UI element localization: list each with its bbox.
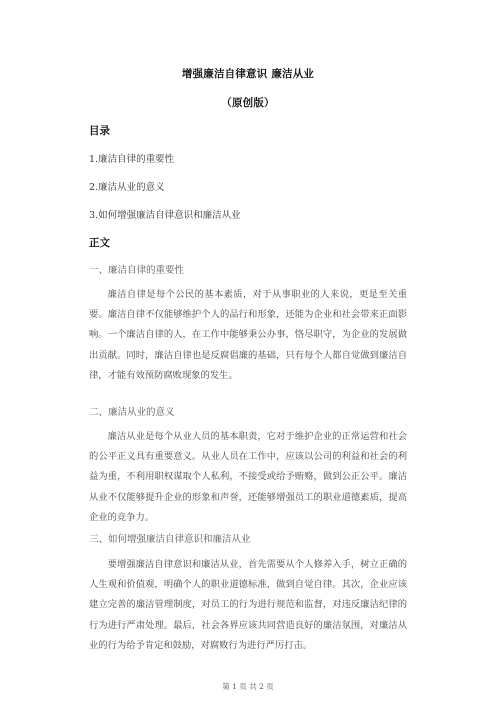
page-footer: 第 1 页 共 2 页 bbox=[222, 682, 274, 691]
section-heading: 二、廉洁从业的意义 bbox=[89, 407, 175, 418]
toc-item: 2.廉洁从业的意义 bbox=[89, 182, 165, 193]
section-paragraph: 要增强廉洁自律意识和廉洁从业，首先需要从个人修养入手，树立正确的人生观和价值观，明确个人的职业道德标准，做到自觉自律。其次，企业应该建立完善的廉洁管理制度，对员工的行为进行规范和监督，对违反廉洁纪律的行为进行严肃处理。最后，社会各界应该共同营造良好的廉洁氛围，对廉洁从业的行为给予肯定和鼓励，对腐败行为进行严厉打击。 bbox=[89, 559, 407, 651]
document-title: 增强廉洁自律意识 廉洁从业 bbox=[181, 68, 315, 80]
body-heading: 正文 bbox=[89, 237, 110, 249]
section-paragraph: 廉洁从业是每个从业人员的基本职责，它对于维护企业的正常运营和社会的公平正义具有重要意义。从业人员在工作中，应该以公司的利益和社会的利益为重，不利用职权谋取个人私利，不接受或给予贿赂，做到公正公平。廉洁从业不仅能够提升企业的形象和声誉，还能够增强员工的职业道德素质，提高企业的竞争力。 bbox=[89, 431, 407, 523]
section-heading: 三、如何增强廉洁自律意识和廉洁从业 bbox=[89, 534, 251, 545]
section-paragraph: 廉洁自律是每个公民的基本素质，对于从事职业的人来说，更是至关重要。廉洁自律不仅能够维护个人的品行和形象，还能为企业和社会带来正面影响。一个廉洁自律的人，在工作中能够秉公办事，恪尽职守，为企业的发展做出贡献。同时，廉洁自律也是反腐倡廉的基础，只有每个人都自觉做到廉洁自律，才能有效预防腐败现象的发生。 bbox=[89, 289, 407, 381]
toc-item: 1.廉洁自律的重要性 bbox=[89, 154, 175, 165]
document-subtitle: （原创版） bbox=[221, 97, 275, 109]
section-heading: 一、廉洁自律的重要性 bbox=[89, 265, 185, 276]
toc-heading: 目录 bbox=[89, 125, 110, 137]
toc-item: 3.如何增强廉洁自律意识和廉洁从业 bbox=[89, 210, 241, 221]
